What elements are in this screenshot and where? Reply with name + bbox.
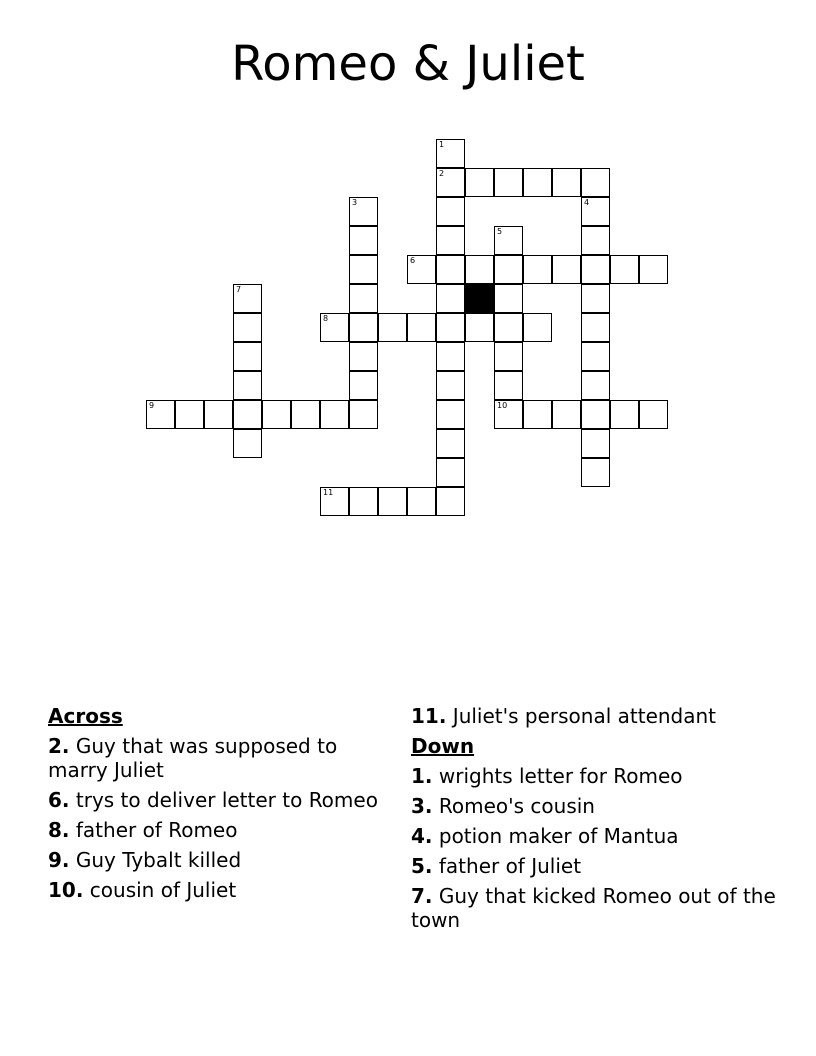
grid-cell[interactable]: [233, 313, 262, 342]
grid-cell[interactable]: [349, 255, 378, 284]
grid-cell[interactable]: [349, 400, 378, 429]
grid-cell[interactable]: [175, 400, 204, 429]
grid-block-cell: [465, 284, 494, 313]
grid-cell[interactable]: [291, 400, 320, 429]
grid-cell[interactable]: [610, 400, 639, 429]
page-title: Romeo & Juliet: [231, 36, 585, 92]
grid-cell[interactable]: [233, 429, 262, 458]
grid-cell[interactable]: [610, 255, 639, 284]
grid-cell[interactable]: [349, 197, 378, 226]
grid-cell[interactable]: [407, 313, 436, 342]
grid-cell[interactable]: [581, 226, 610, 255]
clue-number: 1: [439, 140, 445, 149]
grid-cell[interactable]: [233, 284, 262, 313]
grid-cell[interactable]: [436, 255, 465, 284]
grid-cell[interactable]: [436, 429, 465, 458]
grid-cell[interactable]: [494, 226, 523, 255]
clue-down-3: 3. Romeo's cousin: [411, 794, 595, 818]
grid-cell[interactable]: [349, 313, 378, 342]
clue-number: 4: [584, 198, 590, 207]
grid-cell[interactable]: [523, 313, 552, 342]
clue-number: 3: [352, 198, 358, 207]
grid-cell[interactable]: [407, 255, 436, 284]
grid-cell[interactable]: [639, 255, 668, 284]
grid-cell[interactable]: [465, 168, 494, 197]
clue-across-8: 8. father of Romeo: [48, 818, 238, 842]
clue-number: 2: [439, 169, 445, 178]
grid-cell[interactable]: [494, 284, 523, 313]
grid-cell[interactable]: [581, 255, 610, 284]
grid-cell[interactable]: [320, 313, 349, 342]
grid-cell[interactable]: [436, 226, 465, 255]
grid-cell[interactable]: [581, 371, 610, 400]
grid-cell[interactable]: [349, 226, 378, 255]
grid-cell[interactable]: [552, 255, 581, 284]
grid-cell[interactable]: [320, 487, 349, 516]
grid-cell[interactable]: [436, 458, 465, 487]
grid-cell[interactable]: [378, 313, 407, 342]
clues-right-column: [411, 704, 791, 938]
grid-cell[interactable]: [494, 400, 523, 429]
clue-across-10: 10. cousin of Juliet: [48, 878, 237, 902]
grid-cell[interactable]: [465, 255, 494, 284]
grid-cell[interactable]: [320, 400, 349, 429]
clues-left-column: [48, 704, 388, 908]
grid-cell[interactable]: [523, 168, 552, 197]
grid-cell[interactable]: [581, 342, 610, 371]
grid-cell[interactable]: [494, 342, 523, 371]
grid-cell[interactable]: [436, 168, 465, 197]
clue-number: 7: [236, 285, 242, 294]
grid-cell[interactable]: [581, 284, 610, 313]
grid-cell[interactable]: [494, 255, 523, 284]
grid-cell[interactable]: [146, 400, 175, 429]
clue-number: 9: [149, 401, 155, 410]
grid-cell[interactable]: [581, 197, 610, 226]
grid-cell[interactable]: [436, 400, 465, 429]
grid-cell[interactable]: [349, 371, 378, 400]
grid-cell[interactable]: [204, 400, 233, 429]
clue-across-9: 9. Guy Tybalt killed: [48, 848, 242, 872]
grid-cell[interactable]: [349, 342, 378, 371]
grid-cell[interactable]: [233, 371, 262, 400]
grid-cell[interactable]: [465, 313, 494, 342]
grid-cell[interactable]: [436, 313, 465, 342]
grid-cell[interactable]: [639, 400, 668, 429]
grid-cell[interactable]: [378, 487, 407, 516]
grid-cell[interactable]: [523, 400, 552, 429]
grid-cell[interactable]: [494, 371, 523, 400]
clue-down-7: 7. Guy that kicked Romeo out of the town: [411, 884, 776, 932]
clue-number: 11: [323, 488, 334, 497]
grid-cell[interactable]: [262, 400, 291, 429]
grid-cell[interactable]: [581, 168, 610, 197]
grid-cell[interactable]: [581, 400, 610, 429]
clue-across-11: 11. Juliet's personal attendant: [411, 704, 717, 728]
grid-cell[interactable]: [233, 400, 262, 429]
clue-number: 10: [497, 401, 508, 410]
grid-cell[interactable]: [436, 342, 465, 371]
grid-cell[interactable]: [494, 168, 523, 197]
down-heading: Down: [411, 734, 475, 758]
grid-cell[interactable]: [552, 400, 581, 429]
clue-down-1: 1. wrights letter for Romeo: [411, 764, 683, 788]
grid-cell[interactable]: [581, 458, 610, 487]
grid-cell[interactable]: [233, 342, 262, 371]
grid-cell[interactable]: [349, 284, 378, 313]
grid-cell[interactable]: [523, 255, 552, 284]
grid-cell[interactable]: [552, 168, 581, 197]
clue-number: 8: [323, 314, 329, 323]
clue-number: 6: [410, 256, 416, 265]
clue-number: 5: [497, 227, 503, 236]
grid-cell[interactable]: [436, 197, 465, 226]
grid-cell[interactable]: [581, 429, 610, 458]
grid-cell[interactable]: [436, 284, 465, 313]
grid-cell[interactable]: [436, 139, 465, 168]
clue-down-4: 4. potion maker of Mantua: [411, 824, 679, 848]
grid-cell[interactable]: [407, 487, 436, 516]
grid-cell[interactable]: [349, 487, 378, 516]
grid-cell[interactable]: [581, 313, 610, 342]
grid-cell[interactable]: [436, 371, 465, 400]
grid-cell[interactable]: [436, 487, 465, 516]
clue-across-2: 2. Guy that was supposed to marry Juliet: [48, 734, 338, 782]
grid-cell[interactable]: [494, 313, 523, 342]
across-heading: Across: [48, 704, 123, 728]
clue-down-5: 5. father of Juliet: [411, 854, 582, 878]
clue-across-6: 6. trys to deliver letter to Romeo: [48, 788, 378, 812]
